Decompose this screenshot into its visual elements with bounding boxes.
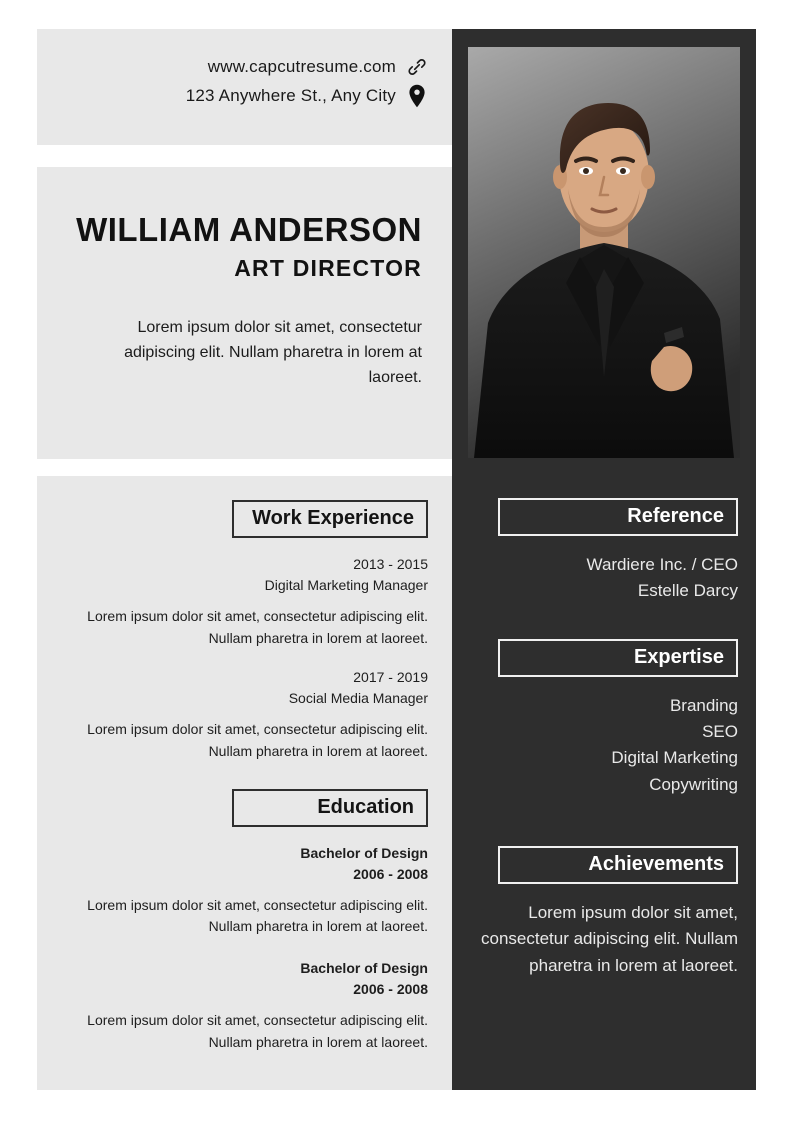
section-heading-expertise: Expertise bbox=[498, 639, 738, 677]
section-heading-reference: Reference bbox=[498, 498, 738, 536]
education-description: Lorem ipsum dolor sit amet, consectetur adipiscing elit. Nullam pharetra in lorem at laoreet. bbox=[87, 896, 428, 935]
contact-website-row bbox=[37, 56, 452, 78]
expertise-item: Digital Marketing bbox=[611, 748, 738, 768]
profile-summary: Lorem ipsum dolor sit amet, consectetur adipiscing elit. Nullam pharetra in lorem at laoreet. bbox=[124, 318, 422, 386]
achievements-text: Lorem ipsum dolor sit amet, consectetur adipiscing elit. Nullam pharetra in lorem at laoreet. bbox=[480, 903, 738, 975]
work-entry-date: 2017 - 2019 bbox=[353, 669, 428, 686]
education-date: 2006 - 2008 bbox=[353, 981, 428, 998]
work-entry-description: Lorem ipsum dolor sit amet, consectetur adipiscing elit. Nullam pharetra in lorem at laoreet. bbox=[87, 721, 428, 760]
education-degree: Bachelor of Design bbox=[300, 960, 428, 977]
job-title: ART DIRECTOR bbox=[234, 254, 422, 281]
education-entry bbox=[47, 958, 428, 1053]
expertise-item: Copywriting bbox=[649, 774, 738, 794]
reference-person: Estelle Darcy bbox=[637, 581, 738, 601]
work-entry bbox=[47, 667, 428, 762]
work-entry-role: Social Media Manager bbox=[288, 690, 428, 707]
contact-address-row bbox=[37, 84, 452, 108]
section-heading-achievements: Achievements bbox=[498, 846, 738, 884]
expertise-item: Branding bbox=[669, 695, 738, 715]
work-entry-description: Lorem ipsum dolor sit amet, consectetur adipiscing elit. Nullam pharetra in lorem at laoreet. bbox=[87, 608, 428, 646]
education-entry bbox=[47, 843, 428, 938]
spacer bbox=[480, 798, 738, 846]
right-content-column bbox=[452, 476, 756, 979]
reference-company: Wardiere Inc. / CEO bbox=[586, 555, 738, 574]
work-entry-date: 2013 - 2015 bbox=[353, 556, 428, 572]
section-heading-work-experience: Work Experience bbox=[232, 500, 428, 538]
portrait-photo bbox=[468, 47, 740, 458]
contact-website: www.capcutresume.com bbox=[207, 57, 396, 76]
work-entry bbox=[47, 554, 428, 649]
name-block bbox=[37, 167, 452, 459]
spacer bbox=[480, 605, 738, 639]
contact-address: 123 Anywhere St., Any City bbox=[185, 86, 396, 105]
education-date: 2006 - 2008 bbox=[353, 865, 428, 882]
left-content-column bbox=[37, 476, 452, 1090]
section-heading-education: Education bbox=[232, 789, 428, 827]
work-entry-role: Digital Marketing Manager bbox=[264, 577, 428, 593]
contact-block bbox=[37, 29, 452, 145]
expertise-item: SEO bbox=[702, 722, 738, 742]
link-icon bbox=[404, 56, 430, 78]
education-degree: Bachelor of Design bbox=[300, 844, 428, 861]
education-description: Lorem ipsum dolor sit amet, consectetur adipiscing elit. Nullam pharetra in lorem at laoreet. bbox=[87, 1012, 428, 1050]
location-pin-icon bbox=[404, 84, 430, 108]
page-title: WILLIAM ANDERSON bbox=[76, 211, 422, 248]
